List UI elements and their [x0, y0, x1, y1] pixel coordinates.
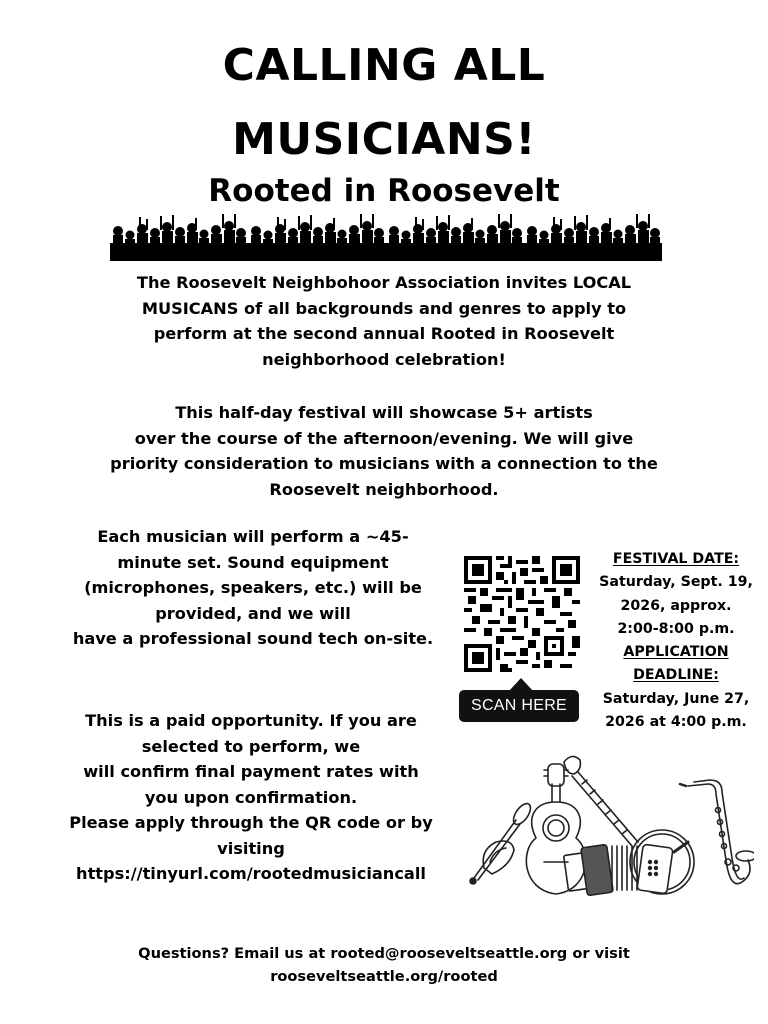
festival-paragraph: [64, 400, 704, 502]
deadline-heading: DEADLINE:: [633, 667, 719, 684]
equipment-line: provided, and we will: [155, 603, 351, 623]
payment-line: you upon confirmation.: [144, 787, 358, 807]
deadline-line: 2026 at 4:00 p.m.: [605, 714, 747, 731]
page-title-line-1: CALLING ALL: [222, 40, 546, 91]
festival-date-line: Saturday, Sept. 19,: [599, 574, 753, 591]
crowd-silhouette-icon: [110, 213, 662, 261]
intro-line: neighborhood celebration!: [262, 349, 506, 369]
intro-line: The Roosevelt Neighbohoor Association invites LOCAL: [136, 273, 632, 292]
equipment-line: have a professional sound tech on-site.: [72, 629, 434, 648]
payment-line: visiting: [217, 838, 285, 858]
festival-date-line: 2:00-8:00 p.m.: [617, 620, 735, 637]
festival-date-line: 2026, approx.: [620, 597, 732, 614]
festival-line: priority consideration to musicians with a connection to the: [110, 454, 658, 473]
contact-footer: [0, 942, 768, 988]
payment-line: will confirm final payment rates with: [83, 762, 419, 781]
scan-here-button[interactable]: SCAN HERE: [459, 690, 579, 722]
equipment-paragraph: [46, 524, 460, 652]
event-dates-panel: [588, 548, 764, 734]
festival-line: This half-day festival will showcase 5+ artists: [175, 403, 593, 422]
accordion-icon: [564, 844, 673, 895]
festival-date-heading: FESTIVAL DATE:: [612, 551, 740, 567]
equipment-line: minute set. Sound equipment: [117, 552, 389, 572]
payment-line: Please apply through the QR code or by: [69, 813, 433, 832]
qr-code-icon[interactable]: [464, 556, 580, 672]
festival-line: over the course of the afternoon/evening. We will give: [134, 428, 634, 448]
event-subtitle: Rooted in Roosevelt: [208, 173, 560, 209]
application-link[interactable]: https://tinyurl.com/rootedmusiciancall: [76, 864, 426, 883]
acoustic-guitar-icon: [526, 764, 585, 894]
festival-line: Roosevelt neighborhood.: [269, 479, 499, 499]
deadline-heading: APPLICATION: [623, 644, 729, 661]
intro-paragraph: [84, 270, 684, 372]
contact-email-line[interactable]: Questions? Email us at rooted@rooseveltseattle.org or visit: [138, 945, 630, 962]
payment-paragraph: [40, 708, 462, 887]
equipment-line: (microphones, speakers, etc.) will be: [84, 578, 422, 597]
payment-line: This is a paid opportunity. If you are: [85, 711, 417, 730]
trumpet-icon: [470, 801, 534, 884]
page-title-line-2: MUSICIANS!: [232, 114, 536, 165]
equipment-line: Each musician will perform a ~45-: [97, 527, 409, 546]
contact-website-line[interactable]: rooseveltseattle.org/rooted: [270, 968, 498, 985]
saxophone-icon: [680, 780, 754, 884]
intro-line: MUSICANS of all backgrounds and genres to apply to: [141, 298, 627, 318]
intro-line: perform at the second annual Rooted in Roosevelt: [153, 324, 615, 343]
payment-line: selected to perform, we: [141, 736, 361, 756]
musical-instruments-icon: [464, 750, 754, 900]
deadline-line: Saturday, June 27,: [602, 690, 750, 707]
